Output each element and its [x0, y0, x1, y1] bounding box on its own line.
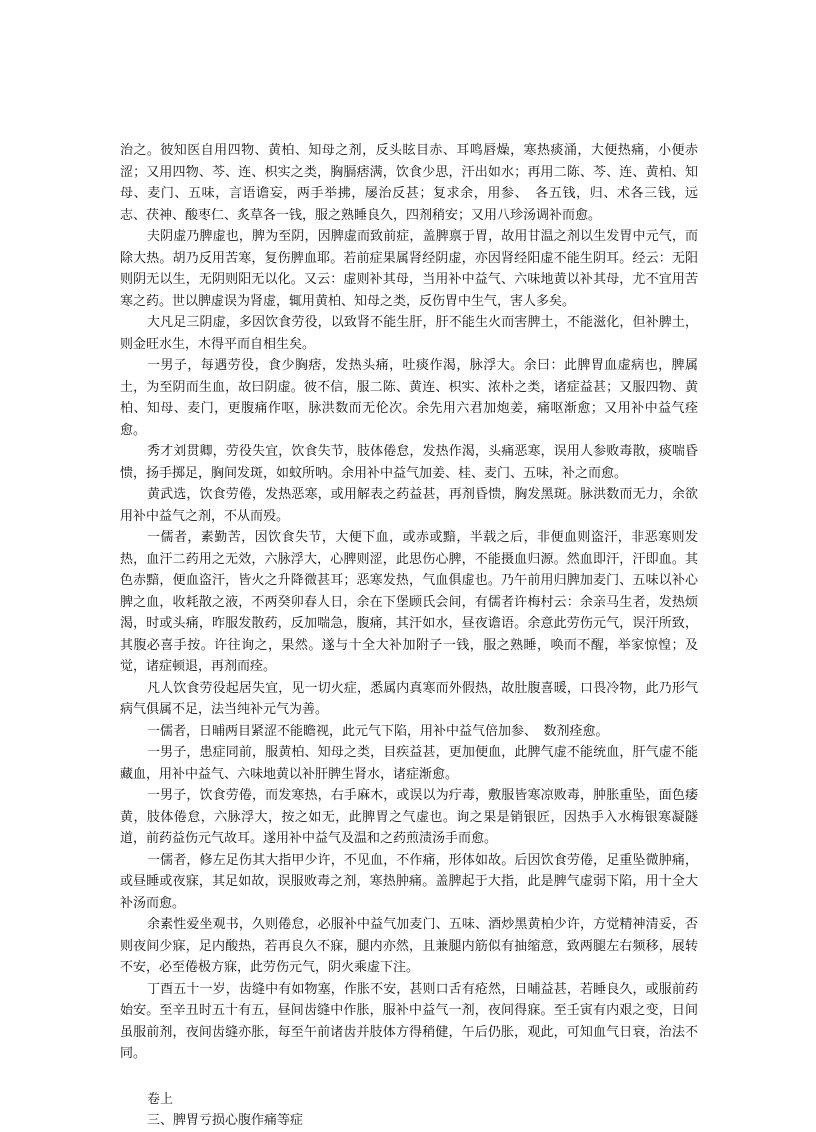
paragraph: 一男子，饮食劳倦，而发寒热，右手麻木，或误以为疔毒，敷服皆寒凉败毒，肿胀重坠，面色痿黄，肢体倦怠，六脉浮大，按之如无，此脾胃之气虚也。询之果是销银匠，因热手入水梅银寒凝隧道，前药益伤元气故耳。遂用补中益气及温和之药煎渍汤手而愈。 — [120, 788, 698, 846]
paragraph: 一男子，每遇劳役，食少胸痞，发热头痛，吐痰作渴，脉浮大。余曰：此脾胃血虚病也，脾属土，为至阴而生血，故曰阴虚。彼不信，服二陈、黄连、枳实、浓朴之类，诸症益甚；又服四物、黄柏、知母、麦门，更腹痛作呕，脉洪数而无伦次。余先用六君加炮姜，痛呕渐愈；又用补中益气痊愈。 — [120, 358, 698, 438]
paragraph: 余素性爱坐观书，久则倦怠，必服补中益气加麦门、五味、酒炒黑黄柏少许，方觉精神清妥，否则夜间少寐，足内酸热，若再良久不寐，腿内亦然，且兼腿内筋似有抽缩意，致两腿左右频移，展转不安，必至倦极方寐，此劳伤元气，阴火乘虚下注。 — [120, 917, 698, 975]
section-heading: 三、脾胃亏损心腹作痛等症 — [147, 1113, 304, 1128]
paragraph: 丁酉五十一岁，齿缝中有如物塞，作胀不安，甚则口舌有疮然，日晡益甚，若睡良久，或服前药始安。至辛丑时五十有五，昼间齿缝中作胀，服补中益气一剂，夜间得寐。至壬寅有内艰之变，日间虽服前剂，夜间齿缝亦胀，每至午前诸齿并肢体方得稍健，午后仍胀，观此，可知血气日衰，治法不同。 — [120, 981, 698, 1061]
paragraph: 治之。彼知医自用四物、黄柏、知母之剂，反头眩目赤、耳鸣唇燥，寒热痰涌，大便热痛，小便赤涩；又用四物、芩、连、枳实之类，胸膈痞满，饮食少思，汗出如水；再用二陈、芩、连、黄柏、知母、麦门、五味，言语谵妄，两手举拂，屡治反甚；复求余，用参、 各五钱，归、术各三钱，远志、茯神、酸枣仁、炙草各一钱，服之熟睡良久，四剂稍安；又用八珍汤调补而愈。 — [120, 143, 698, 223]
paragraph: 秀才刘贯卿，劳役失宜，饮食失节，肢体倦怠，发热作渴，头痛恶寒，误用人参败毒散，痰喘昏愦，扬手掷足，胸间发斑，如蚊所呐。余用补中益气加姜、桂、麦门、五味，补之而愈。 — [120, 444, 698, 481]
paragraph: 一儒者，修左足伤其大指甲少许，不见血，不作痛，形体如故。后因饮食劳倦，足重坠微肿痛，或昼睡或夜寐，其足如故，误服败毒之剂，寒热肿痛。盖脾起于大指，此是脾气虚弱下陷，用十全大补汤而愈。 — [120, 852, 698, 911]
paragraph: 大凡足三阴虚，多因饮食劳役，以致肾不能生肝，肝不能生火而害脾土，不能滋化，但补脾土，则金旺水生，木得平而自相生矣。 — [120, 315, 698, 352]
section-footer — [120, 1089, 698, 1132]
paragraph: 一男子，患症同前，服黄柏、知母之类，目疾益甚，更加便血，此脾气虚不能统血，肝气虚不能藏血，用补中益气、六味地黄以补肝脾生肾水，诸症渐愈。 — [120, 745, 698, 782]
paragraph: 凡人饮食劳役起居失宜，见一切火症，悉属内真寒而外假热，故肚腹喜暖，口畏冷物，此乃形气病气俱属不足，法当纯补元气为善。 — [120, 680, 698, 717]
document-page — [120, 140, 698, 1132]
paragraph: 一儒者，日晡两目紧涩不能瞻视，此元气下陷，用补中益气倍加参、 数剂痊愈。 — [147, 723, 609, 739]
paragraph: 夫阴虚乃脾虚也，脾为至阴，因脾虚而致前症，盖脾禀于胃，故用甘温之剂以生发胃中元气，而除大热。胡乃反用苦寒，复伤脾血耶。若前症果属肾经阴虚，亦因肾经阳虚不能生阴耳。经云：无阳则阴无以生，无阴则阳无以化。又云：虚则补其母，当用补中益气、六味地黄以补其母，尤不宜用苦寒之药。世以脾虚误为肾虚，辄用黄柏、知母之类，反伤胃中生气，害人多矣。 — [120, 229, 698, 309]
paragraph: 黄武选，饮食劳倦，发热恶寒，或用解表之药益甚，再剂昏愦，胸发黑斑。脉洪数而无力，余欲用补中益气之剂，不从而殁。 — [120, 487, 698, 524]
volume-label: 卷上 — [147, 1091, 174, 1107]
paragraph: 一儒者，素勤苦，因饮食失节，大便下血，或赤或黯，半载之后，非便血则盗汗，非恶寒则发热，血汗二药用之无效，六脉浮大，心脾则涩，此思伤心脾，不能摄血归源。然血即汗，汗即血。其色赤黯，便血盗汗，皆火之升降微甚耳；恶寒发热，气血俱虚也。乃午前用归脾加麦门、五味以补心脾之血，收耗散之液，不两癸卯春人日，余在下堡顾氏会间，有儒者许梅村云：余亲马生者，发热烦渴，时或头痛，昨服发散药，反加喘急，腹痛，其汗如水，昼夜谵语。余意此劳伤元气，误汗所致，其腹必喜手按。许往询之，果然。遂与十全大补加附子一钱，服之熟睡，唤而不醒，举家惊惶；及觉，诸症顿退，再剂而痊。 — [120, 530, 698, 674]
